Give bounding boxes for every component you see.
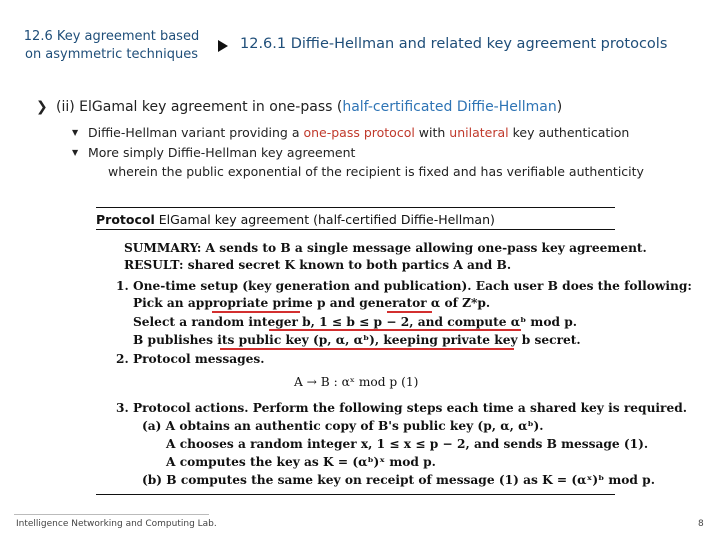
- rule-mid: [96, 229, 615, 230]
- protocol-line: 2. Protocol messages.: [116, 352, 265, 366]
- section-title-line2: on asymmetric techniques: [24, 47, 198, 62]
- footer-divider: [14, 514, 209, 515]
- item-suffix: ): [556, 99, 563, 115]
- protocol-line: SUMMARY: A sends to B a single message allowing one-pass key agreement.: [124, 241, 647, 255]
- subitem-post: key authentication: [508, 125, 630, 140]
- chevron-right-icon: ❯: [36, 99, 48, 115]
- triangle-right-icon: [218, 40, 228, 52]
- continuation-text: wherein the public exponential of the recipient is fixed and has verifiable authenticity: [108, 164, 644, 179]
- protocol-line: 1. One-time setup (key generation and publication). Each user B does the following:: [116, 279, 692, 293]
- item-highlight: half-certificated Diffie-Hellman: [342, 99, 557, 115]
- bullet-item-elgamal: [36, 99, 562, 115]
- underline-generator: [387, 311, 432, 313]
- rule-top: [96, 207, 615, 208]
- protocol-box: [96, 207, 692, 494]
- section-title: [14, 28, 209, 64]
- subitem-mid: with: [414, 125, 450, 140]
- protocol-line: Pick an appropriate prime p and generator α of Z*p.: [133, 296, 491, 310]
- underline-integer: [269, 329, 521, 331]
- protocol-line: 3. Protocol actions. Perform the following steps each time a shared key is required.: [116, 401, 687, 415]
- page-number: 8: [698, 519, 704, 529]
- subitem-red1: one-pass protocol: [303, 125, 415, 140]
- triangle-down-icon: ▼: [72, 148, 79, 157]
- protocol-line: Select a random integer b, 1 ≤ b ≤ p − 2, and compute αᵇ mod p.: [133, 315, 577, 329]
- subitem-red2: unilateral: [449, 125, 509, 140]
- underline-prime: [212, 311, 300, 313]
- subitem-text: More simply Diffie-Hellman key agreement: [88, 145, 356, 160]
- protocol-line: (a) A obtains an authentic copy of B's public key (p, α, αᵇ).: [142, 419, 544, 433]
- protocol-message: A → B : αˣ mod p (1): [294, 375, 419, 389]
- rule-bottom: [96, 494, 615, 495]
- footer-lab: Intelligence Networking and Computing Lab.: [16, 519, 217, 529]
- protocol-title: [96, 212, 495, 227]
- protocol-line: A chooses a random integer x, 1 ≤ x ≤ p − 2, and sends B message (1).: [166, 437, 649, 451]
- protocol-line: B publishes its public key (p, α, αᵇ), keeping private key b secret.: [133, 333, 581, 347]
- protocol-name: ElGamal key agreement (half-certified Diffie-Hellman): [158, 212, 495, 227]
- protocol-line: (b) B computes the same key on receipt of message (1) as K = (αˣ)ᵇ mod p.: [142, 473, 655, 487]
- subitem-variant: [72, 125, 629, 140]
- subsection-title: 12.6.1 Diffie-Hellman and related key agreement protocols: [240, 36, 668, 52]
- item-prefix: (ii) ElGamal key agreement in one-pass (: [56, 99, 343, 115]
- section-title-line1: 12.6 Key agreement based: [23, 29, 200, 44]
- underline-public-key: [220, 348, 514, 350]
- protocol-line: A computes the key as K = (αᵇ)ˣ mod p.: [166, 455, 436, 469]
- protocol-label: Protocol: [96, 212, 155, 227]
- protocol-line: RESULT: shared secret K known to both partics A and B.: [124, 258, 512, 272]
- triangle-down-icon: ▼: [72, 128, 79, 137]
- subitem-simply: [72, 145, 355, 160]
- subitem-pre: Diffie-Hellman variant providing a: [88, 125, 304, 140]
